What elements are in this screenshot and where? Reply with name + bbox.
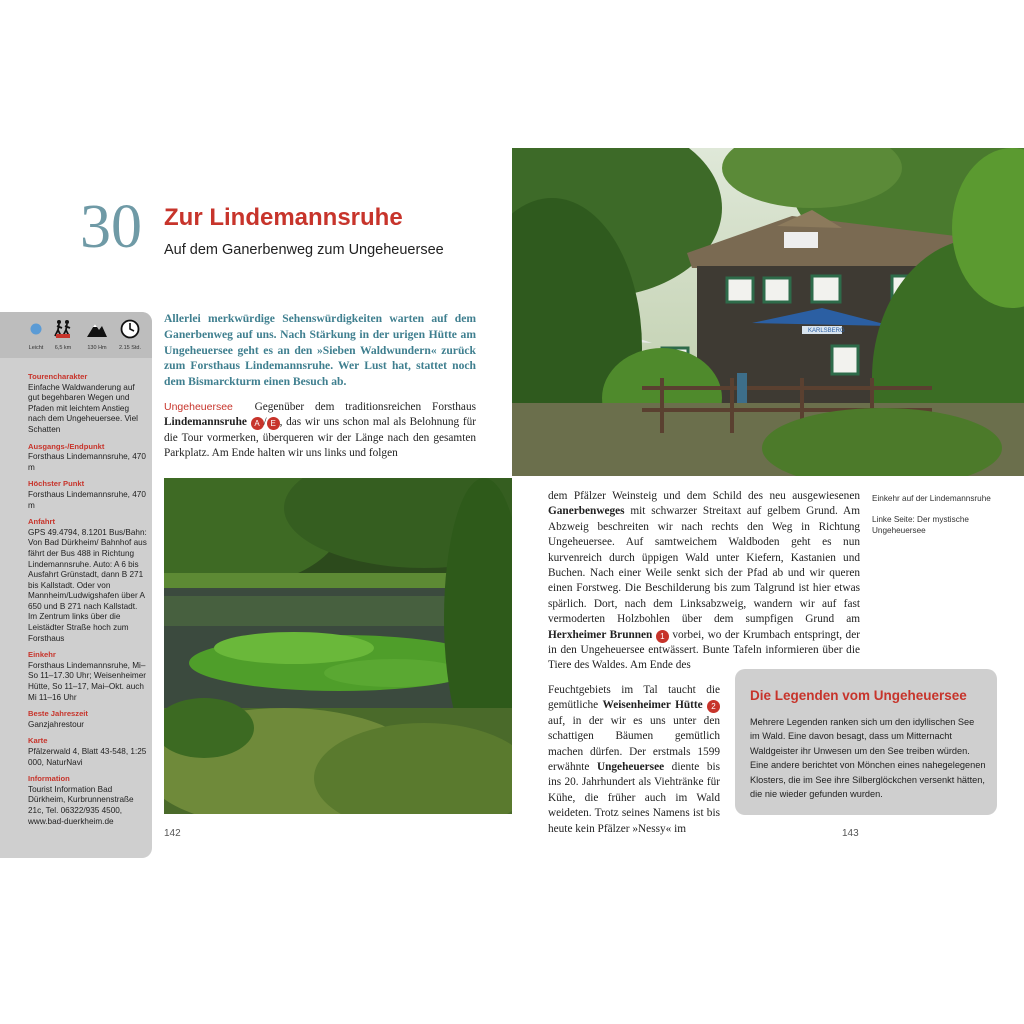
legend-text: Mehrere Legenden ranken sich um den idyllischen See im Wald. Eine davon besagt, dass um Mitternacht Waldgeister ihr Unwesen um den See treiben würden. Eine andere berichtet von Mönchen eines nahegelegenen Klosters, die im See ihre Silberglöckchen versenkt hätten, die nie wieder gefunden wurden. bbox=[750, 717, 986, 800]
tour-number: 30 bbox=[80, 193, 142, 261]
page-number-right: 143 bbox=[842, 828, 859, 839]
intro-paragraph: Allerlei merkwürdige Sehenswürdigkeiten warten auf dem Ganerbenweg auf uns. Nach Stärkung in der urigen Hütte am Ungeheuersee geht es an den »Sieben Waldwundern« zurück zum Forsthaus Lindemannsruhe. Wer Lust hat, stattet noch dem Bismarckturm einen Besuch ab. bbox=[164, 312, 476, 389]
marker-a: A bbox=[251, 417, 264, 430]
stat-duration: 2.15 Std. bbox=[115, 318, 145, 351]
info-text: Tourist Information Bad Dürkheim, Kurbrunnenstraße 21c, Tel. 06322/935 4500, www.bad-duerkheim.de bbox=[28, 784, 134, 826]
info-heading: Information bbox=[28, 774, 70, 784]
tour-subtitle: Auf dem Ganerbenweg zum Ungeheuersee bbox=[164, 242, 444, 258]
stat-elevation: 130 Hm bbox=[82, 318, 112, 351]
house-sign-text: KARLSBERG bbox=[808, 328, 845, 334]
info-heading: Höchster Punkt bbox=[28, 479, 85, 489]
body-paragraph-2: dem Pfälzer Weinsteig und dem Schild des neu ausgewiesenen Ganerbenweges mit schwarzer Streitaxt auf gelbem Grund. Am Abzweig beschreiten wir nach rechts den Weg in Richtung Ungeheuersee. Auf samtweichem Waldboden geht es nun kurvenreich durch üppigen Wald unter Kiefern, Kastanien und Buchen. Nach einer Weile senkt sich der Pfad ab und wir queren einen Forstweg. Die Beschilderung bis zum Talgrund ist hier etwas spärlich. Dort, nach dem Linksabzweig, wandern wir auf fast vermoderten Holzbohlen über dem sumpfigen Grund am Herxheimer Brunnen 1 vorbei, wo der Krumbach entspringt, der in den Ungeheuersee entwässert. Bunte Tafeln informieren über die Tiere des Waldes. Am Ende des bbox=[548, 490, 860, 672]
marker-1: 1 bbox=[656, 630, 669, 643]
body-paragraph-1: Ungeheuersee Gegenüber dem traditionsreichen Forsthaus Lindemannsruhe A / E , das wir uns schon mal als Belohnung für die Tour vormerken, überqueren wir der Länge nach den gesamten Parkplatz. Am Ende halten wir uns links und folgen bbox=[164, 401, 476, 460]
body-paragraph-3: Feuchtgebiets im Tal taucht die gemütliche Weisenheimer Hütte 2 auf, in der wir es uns unter den schattigen Bäumen gemütlich machen dürfen. Der erstmals 1599 erwähnte Ungeheuersee diente bis ins 20. Jahrhundert als Viehtränke für Kühe, die früher auch im Wald weideten. Trotz seines Namens ist bis heute kein Pfälzer »Nessy« im bbox=[548, 684, 721, 835]
info-heading: Tourencharakter bbox=[28, 372, 88, 381]
tour-stats-bar bbox=[0, 312, 152, 358]
info-heading: Anfahrt bbox=[28, 517, 55, 527]
info-text: Ganzjahrestour bbox=[28, 719, 84, 729]
caption-top-photo: Einkehr auf der Lindemannsruhe bbox=[872, 494, 991, 503]
info-heading: Karte bbox=[28, 736, 48, 746]
section-keyword: Ungeheuersee bbox=[164, 401, 233, 413]
info-text: Forsthaus Lindemannsruhe, 470 m bbox=[28, 452, 146, 472]
page-number-left: 142 bbox=[164, 828, 181, 839]
difficulty-dot-icon bbox=[30, 323, 42, 335]
mountain-elevation-icon bbox=[86, 320, 108, 338]
tour-title: Zur Lindemannsruhe bbox=[164, 204, 403, 231]
info-text: Forsthaus Lindemannsruhe, Mi–So 11–17.30 Uhr; Weisenheimer Hütte, So 11–17, Mai–Okt. auch Mi 11–16 Uhr bbox=[28, 660, 147, 702]
marker-e: E bbox=[267, 417, 280, 430]
tour-info-list bbox=[28, 372, 148, 833]
marker-2: 2 bbox=[707, 700, 720, 713]
photo-ungeheuersee bbox=[164, 478, 512, 814]
hikers-distance-icon bbox=[52, 319, 74, 339]
stat-distance: 6,5 km bbox=[48, 318, 78, 351]
info-text: Pfälzerwald 4, Blatt 43-548, 1:25 000, NaturNavi bbox=[28, 747, 147, 767]
info-text: Einfache Waldwanderung auf gut begehbaren Wegen und Pfaden mit leichtem Anstieg nach dem Ungeheuersee. Viel Schatten bbox=[28, 382, 138, 434]
info-heading: Einkehr bbox=[28, 650, 56, 660]
info-heading: Beste Jahreszeit bbox=[28, 709, 88, 719]
clock-duration-icon bbox=[120, 319, 140, 339]
info-text: Forsthaus Lindemannsruhe, 470 m bbox=[28, 489, 146, 510]
info-heading: Ausgangs-/Endpunkt bbox=[28, 441, 105, 451]
caption-lake-photo: Linke Seite: Der mystische Ungeheuersee bbox=[872, 515, 969, 535]
legend-title: Die Legenden vom Ungeheuersee bbox=[750, 688, 967, 703]
info-text: GPS 49.4794, 8.1201 Bus/Bahn: Von Bad Dürkheim/ Bahnhof aus fährt der Bus 488 in Richtung Lindemannsruhe. Auto: A 6 bis Ausfahrt Grünstadt, dann B 271 bis Kallstadt. Oder von Mannheim/Ludwigshafen über A 650 und B 271 nach Kallstadt. Im Zentrum links über die Leistädter Straße hoch zum Forsthaus bbox=[28, 527, 147, 643]
photo-forsthaus bbox=[512, 148, 1024, 476]
stat-difficulty: Leicht bbox=[21, 318, 51, 351]
